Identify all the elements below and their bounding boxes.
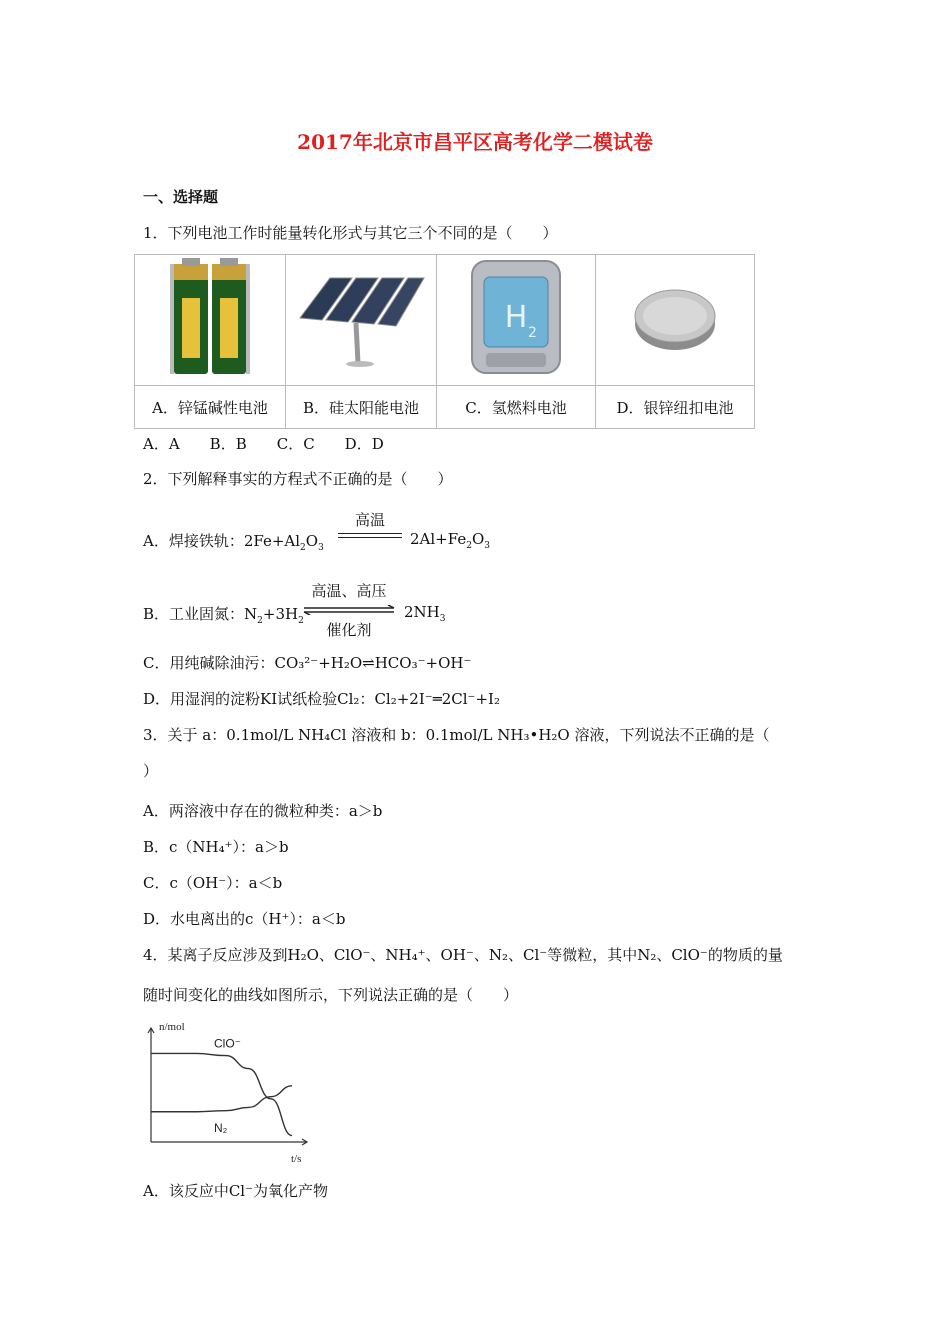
q4-stem-line1: 4．某离子反应涉及到H₂O、ClO⁻、NH₄⁺、OH⁻、N₂、Cl⁻等微粒，其中N₂、ClO⁻的物质的量 bbox=[143, 946, 783, 964]
page-title: 2017年北京市昌平区高考化学二模试卷 bbox=[297, 130, 653, 154]
battery-image-d bbox=[596, 255, 755, 386]
battery-image-b bbox=[286, 255, 437, 386]
battery-image-a bbox=[135, 255, 286, 386]
q2-b-cond-top: 高温、高压 bbox=[311, 582, 387, 600]
q3-stem-line1: 3．关于 a：0.1mol/L NH₄Cl 溶液和 b：0.1mol/L NH₃•H₂O 溶液，下列说法不正确的是（ bbox=[143, 726, 770, 744]
q4-option-a: A．该反应中Cl⁻为氧化产物 bbox=[143, 1182, 329, 1200]
q2-a-product: $2Al+Fe_2O_3$ bbox=[410, 530, 490, 551]
q2-b-cond-bottom: 催化剂 bbox=[326, 621, 372, 639]
y-axis-label: n/mol bbox=[159, 1021, 185, 1033]
q2-b-prefix: B．工业固氮：N bbox=[143, 605, 258, 623]
series-label-1: N₂ bbox=[214, 1120, 228, 1135]
q2-b-product-text: 2NH bbox=[404, 603, 440, 621]
q2-option-c: C．用纯碱除油污：CO₃²⁻+H₂O⇌HCO₃⁻+OH⁻ bbox=[143, 654, 472, 672]
battery-image-c bbox=[437, 255, 596, 386]
q2-stem: 2．下列解释事实的方程式不正确的是（ ） bbox=[143, 470, 453, 488]
caption-c: C．氢燃料电池 bbox=[437, 386, 596, 429]
q3-stem-line2: ） bbox=[143, 762, 159, 780]
fuel-cell-icon bbox=[466, 257, 566, 379]
caption-d: D．银锌纽扣电池 bbox=[596, 386, 755, 429]
q2-a-prefix: A．焊接铁轨：2Fe+Al bbox=[143, 532, 301, 550]
reversible-arrow-icon bbox=[302, 605, 396, 615]
q4-chart-svg bbox=[143, 1020, 311, 1168]
alkaline-battery-icon bbox=[170, 258, 250, 378]
caption-a: A．锌锰碱性电池 bbox=[135, 386, 286, 429]
q3-option-c: C．c（OH⁻）：a＜b bbox=[143, 874, 283, 892]
q3-option-b: B．c（NH₄⁺）：a＞b bbox=[143, 838, 289, 856]
button-cell-icon bbox=[630, 278, 720, 358]
q2-option-b: B．工业固氮：$N_2+3H_2$ bbox=[143, 605, 304, 626]
q2-option-a: A．焊接铁轨：$2Fe+Al_2O_3$ bbox=[143, 532, 324, 553]
q4-chart bbox=[143, 1020, 311, 1168]
q2-a-product-text: 2Al+Fe bbox=[410, 530, 467, 548]
solar-panel-icon bbox=[296, 268, 426, 368]
q2-a-condition bbox=[338, 509, 402, 538]
q1-stem: 1．下列电池工作时能量转化形式与其它三个不同的是（ ） bbox=[143, 224, 558, 242]
q1-battery-table bbox=[134, 254, 755, 429]
q2-b-mid: +3H bbox=[262, 605, 299, 623]
q4-stem-line2: 随时间变化的曲线如图所示，下列说法正确的是（ ） bbox=[143, 986, 519, 1004]
x-axis-label: t/s bbox=[291, 1153, 302, 1165]
section-heading: 一、选择题 bbox=[143, 188, 219, 206]
caption-b: B．硅太阳能电池 bbox=[286, 386, 437, 429]
q2-b-condition bbox=[302, 580, 396, 640]
q2-a-cond-label: 高温 bbox=[354, 511, 385, 529]
q3-option-d: D．水电离出的c（H⁺）：a＜b bbox=[143, 910, 346, 928]
svg-text:2: 2 bbox=[528, 325, 537, 341]
q2-option-d: D．用湿润的淀粉KI试纸检验Cl₂：Cl₂+2I⁻═2Cl⁻+I₂ bbox=[143, 690, 500, 708]
q1-options: A．A B．B C．C D．D bbox=[143, 435, 384, 453]
q3-option-a: A．两溶液中存在的微粒种类：a＞b bbox=[143, 802, 383, 820]
svg-text:H: H bbox=[504, 300, 528, 335]
q2-b-product: $2NH_3$ bbox=[404, 603, 446, 624]
series-label-0: ClO⁻ bbox=[214, 1036, 241, 1051]
